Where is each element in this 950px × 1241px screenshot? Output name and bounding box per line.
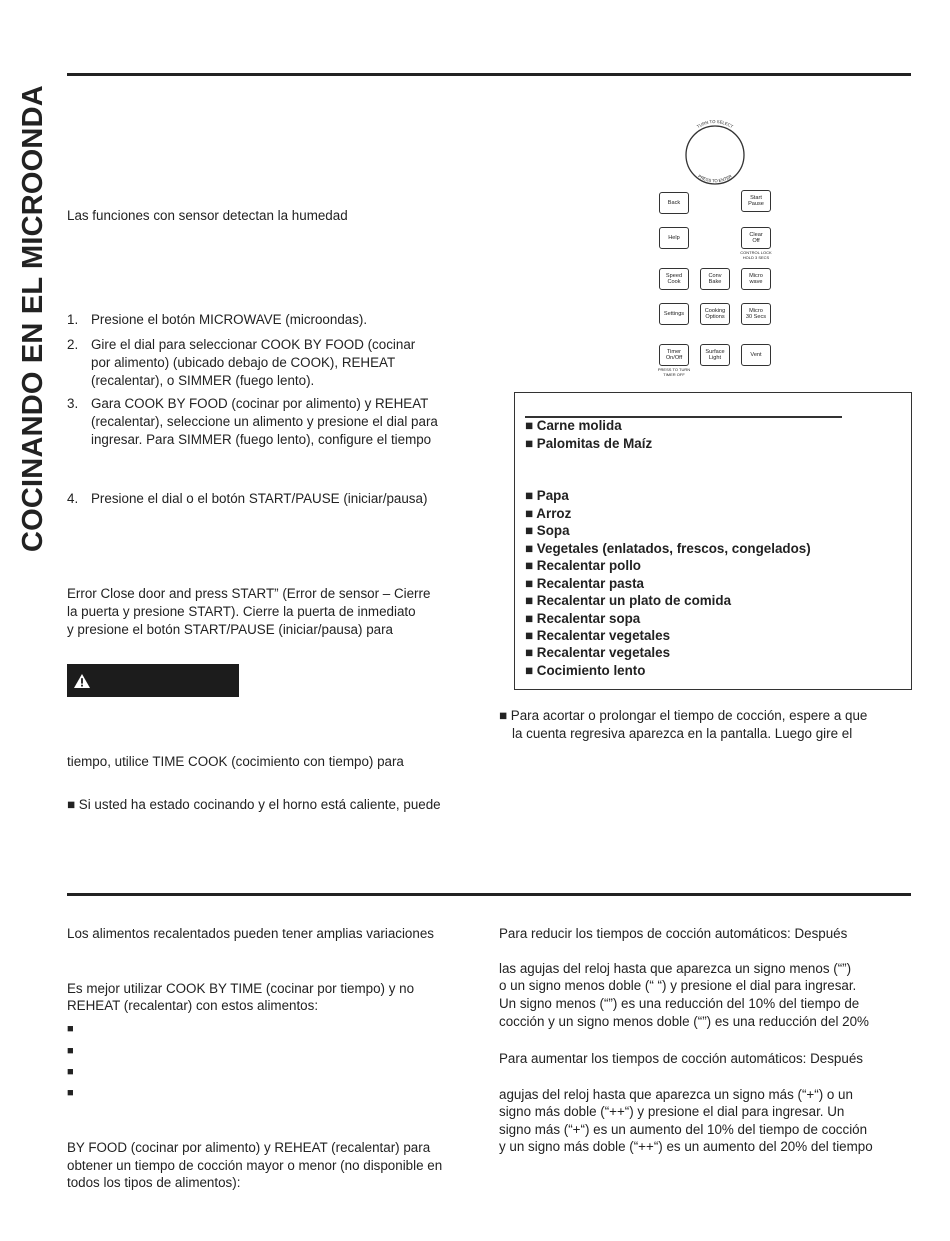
- step-text: (recalentar), seleccione un alimento y presione el dial para: [91, 414, 438, 429]
- increase-time-text: agujas del reloj hasta que aparezca un signo más (“+“) o un: [499, 1087, 853, 1102]
- step-text: ingresar. Para SIMMER (fuego lento), configure el tiempo: [91, 432, 432, 447]
- selector-dial[interactable]: [670, 115, 760, 195]
- list-item: ■ Recalentar pasta: [525, 576, 644, 591]
- list-item: ■ Recalentar sopa: [525, 611, 641, 626]
- step-text: por alimento) (ubicado debajo de COOK), REHEAT: [91, 355, 396, 370]
- vent-button[interactable]: Vent: [741, 344, 771, 366]
- side-title: COCINANDO EN EL MICROONDA: [17, 85, 49, 552]
- step-text: Presione el botón MICROWAVE (microondas).: [91, 312, 368, 327]
- dial-bottom-label: PRESS TO ENTER: [697, 173, 733, 184]
- step-text: (recalentar), o SIMMER (fuego lento).: [91, 373, 315, 388]
- step-text: Gire el dial para seleccionar COOK BY FOOD (cocinar: [91, 337, 416, 352]
- step-number: 4.: [67, 491, 79, 506]
- reduce-time-heading: Para reducir los tiempos de cocción automáticos: Después: [499, 926, 848, 941]
- error-text: Error Close door and press START” (Error de sensor – Cierre: [67, 586, 431, 601]
- list-item: ■ Recalentar vegetales: [525, 645, 671, 660]
- bullet: ■: [67, 1087, 74, 1099]
- adjust-text: BY FOOD (cocinar por alimento) y REHEAT (recalentar) para: [67, 1140, 431, 1155]
- control-lock-label: CONTROL LOCK HOLD 3 SECS: [740, 250, 772, 260]
- reheat-variation-text: Los alimentos recalentados pueden tener amplias variaciones: [67, 926, 434, 941]
- list-item: ■ Vegetales (enlatados, frescos, congelados): [525, 541, 811, 556]
- micro-30-secs-button[interactable]: Micro 30 Secs: [741, 303, 771, 325]
- reduce-time-text: cocción y un signo menos doble (“”) es una reducción del 20%: [499, 1014, 869, 1029]
- section-rule: [67, 893, 911, 896]
- help-button[interactable]: Help: [659, 227, 689, 249]
- back-button[interactable]: Back: [659, 192, 689, 214]
- reduce-time-text: las agujas del reloj hasta que aparezca un signo menos (“”): [499, 961, 852, 976]
- bullet: ■: [67, 1066, 74, 1078]
- dial-top-label: TURN TO SELECT: [695, 118, 735, 130]
- time-cook-text: tiempo, utilice TIME COOK (cocimiento con tiempo) para: [67, 754, 404, 769]
- top-rule: [67, 73, 911, 76]
- step-number: 3.: [67, 396, 79, 411]
- increase-time-heading: Para aumentar los tiempos de cocción automáticos: Después: [499, 1051, 863, 1066]
- cooking-options-button[interactable]: Cooking Options: [700, 303, 730, 325]
- timer-off-label: PRESS TO TURN TIMER OFF: [657, 367, 691, 377]
- hot-oven-note: ■ Si usted ha estado cocinando y el horno está caliente, puede: [67, 797, 441, 812]
- cook-by-time-text: Es mejor utilizar COOK BY TIME (cocinar por tiempo) y no: [67, 981, 415, 996]
- step-text: Gara COOK BY FOOD (cocinar por alimento) y REHEAT: [91, 396, 429, 411]
- list-item: ■ Cocimiento lento: [525, 663, 646, 678]
- list-item: ■ Carne molida: [525, 418, 622, 433]
- start-pause-button[interactable]: Start Pause: [741, 190, 771, 212]
- warning-banner: [67, 664, 239, 697]
- adjust-text: todos los tipos de alimentos):: [67, 1175, 241, 1190]
- bullet: ■: [67, 1023, 74, 1035]
- list-item: ■ Palomitas de Maíz: [525, 436, 653, 451]
- bullet: ■: [67, 1045, 74, 1057]
- increase-time-text: signo más doble (“++“) y presione el dial para ingresar. Un: [499, 1104, 845, 1119]
- list-item: ■ Papa: [525, 488, 569, 503]
- reduce-time-text: o un signo menos doble (“ “) y presione el dial para ingresar.: [499, 978, 857, 993]
- warning-icon: [74, 674, 90, 688]
- intro-text: Las funciones con sensor detectan la humedad: [67, 208, 348, 223]
- list-item: ■ Recalentar vegetales: [525, 628, 671, 643]
- adjust-time-note: ■ Para acortar o prolongar el tiempo de cocción, espere a que: [499, 708, 868, 723]
- step-number: 1.: [67, 312, 79, 327]
- increase-time-text: y un signo más doble (“++“) es un aumento del 20% del tiempo: [499, 1139, 873, 1154]
- microwave-button[interactable]: Micro wave: [741, 268, 771, 290]
- list-item: ■ Arroz: [525, 506, 572, 521]
- list-item: ■ Recalentar un plato de comida: [525, 593, 732, 608]
- adjust-time-note: la cuenta regresiva aparezca en la pantalla. Luego gire el: [512, 726, 853, 741]
- list-item: ■ Sopa: [525, 523, 570, 538]
- step-number: 2.: [67, 337, 79, 352]
- conv-bake-button[interactable]: Conv Bake: [700, 268, 730, 290]
- clear-off-button[interactable]: Clear Off: [741, 227, 771, 249]
- cook-by-time-text: REHEAT (recalentar) con estos alimentos:: [67, 998, 319, 1013]
- increase-time-text: signo más (“+“) es un aumento del 10% del tiempo de cocción: [499, 1122, 868, 1137]
- step-text: Presione el dial o el botón START/PAUSE (iniciar/pausa): [91, 491, 428, 506]
- list-item: ■ Recalentar pollo: [525, 558, 641, 573]
- reduce-time-text: Un signo menos (“”) es una reducción del 10% del tiempo de: [499, 996, 860, 1011]
- adjust-text: obtener un tiempo de cocción mayor o menor (no disponible en: [67, 1158, 443, 1173]
- error-text: la puerta y presione START). Cierre la puerta de inmediato: [67, 604, 416, 619]
- error-text: y presione el botón START/PAUSE (iniciar/pausa) para: [67, 622, 393, 637]
- surface-light-button[interactable]: Surface Light: [700, 344, 730, 366]
- settings-button[interactable]: Settings: [659, 303, 689, 325]
- speed-cook-button[interactable]: Speed Cook: [659, 268, 689, 290]
- timer-button[interactable]: Timer On/Off: [659, 344, 689, 366]
